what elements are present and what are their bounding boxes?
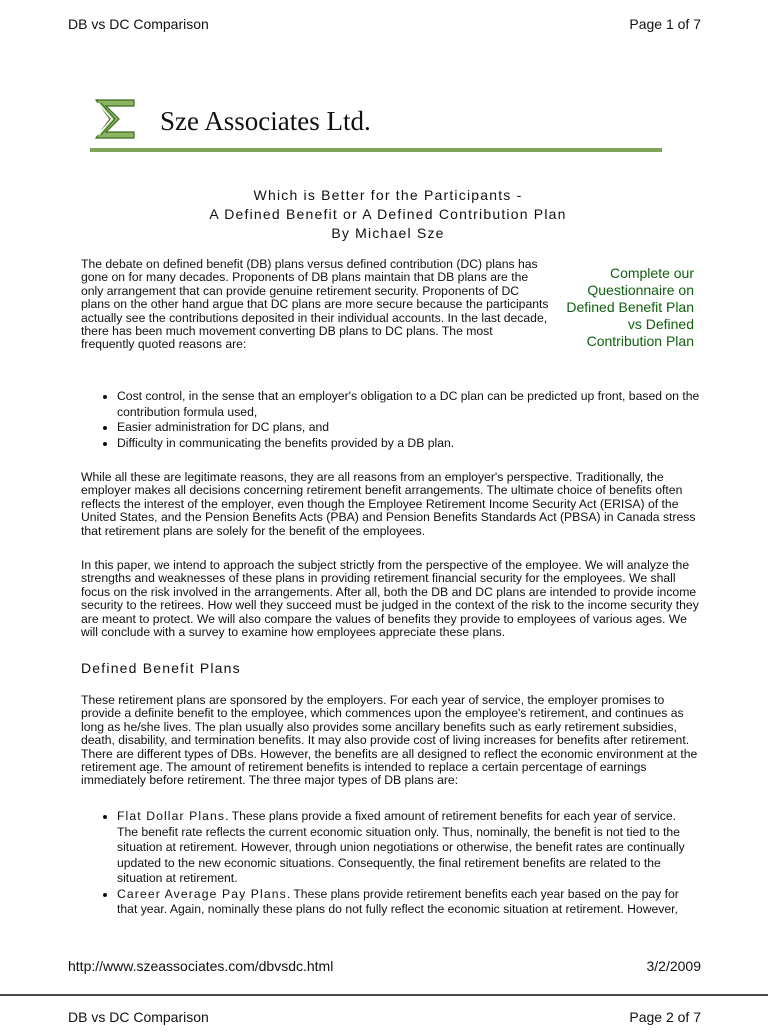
list-item: Cost control, in the sense that an employer's obligation to a DC plan can be predicted up front, based on the contribution formula used, [100,389,700,420]
plan-type-text: . These plans provide retirement benefits each year based on the pay for that year. Again, nominally these plans do not fully reflect the economic situation at retirement. However, [117,886,679,916]
footer-url[interactable]: http://www.szeassociates.com/dbvsdc.html [68,958,334,974]
plan-types-list [100,809,700,918]
list-item [100,809,700,887]
reasons-list [100,389,700,451]
page-header-title: DB vs DC Comparison [68,16,209,32]
intro-paragraph: The debate on defined benefit (DB) plans versus defined contribution (DC) plans has gone on for many decades. Proponents of DB plans maintain that DB plans are the only arrangement that can provide genuine retirement security. Proponents of DC plans on the other hand argue that DC plans are more secure because the participants actually see the contributions deposited in their individual accounts. In the last decade, there has been much movement converting DB plans to DC plans. The most frequently quoted reasons are: [81,257,549,352]
page-header-title: DB vs DC Comparison [68,1009,209,1025]
paragraph-db-plans: These retirement plans are sponsored by the employers. For each year of service, the employer promises to provide a definite benefit to the employee, which commences upon the employee's retirement, and continues as long as he/she lives. The plan usually also provides some ancillary benefits such as early retirement subsidies, death, disability, and termination benefits. It may also provide cost of living increases for benefits after retirement. There are different types of DBs. However, the benefits are all designed to reflect the economic environment at the retirement age. The amount of retirement benefits is intended to replace a certain percentage of earnings immediately before retirement. The three major types of DB plans are: [81,693,698,788]
list-item [100,887,700,918]
paragraph-employee-perspective: In this paper, we intend to approach the subject strictly from the perspective of the employee. We will analyze the strengths and weaknesses of these plans in providing retirement financial security for the employees. We shall focus on the risk involved in the arrangements. After all, both the DB and DC plans are intended to provide income security to the retirees. How well they succeed must be judged in the context of the risk to the income security they are meant to protect. We will also compare the values of benefits they provide to employees of various ages. We will conclude with a survey to examine how employees appreciate these plans. [81,558,699,640]
company-name: Sze Associates Ltd. [160,106,371,136]
pdf-page-2 [0,996,768,1036]
header-divider [90,148,662,152]
paragraph-employer-perspective: While all these are legitimate reasons, they are all reasons from an employer's perspective. Traditionally, the employer makes all decisions concerning retirement benefit arrangements. The ultimate choice of benefits often reflects the interest of the employer, even though the Employee Retirement Income Security Act (ERISA) of the United States, and the Pension Benefits Acts (PBA) and Pension Benefits Standards Act (PBSA) in Canada stress that retirement plans are solely for the benefit of the employees. [81,470,696,538]
page-number: Page 1 of 7 [629,16,701,32]
footer-date: 3/2/2009 [646,958,701,974]
plan-type-term: Flat Dollar Plans [117,809,226,823]
page-number: Page 2 of 7 [629,1009,701,1025]
plan-type-text: . These plans provide a fixed amount of retirement benefits for each year of service. The benefit rate reflects the current economic situation only. Thus, nominally, the benefit is not tied to the situation at retirement. However, through union negotiations or otherwise, the benefit rates are continually updated to the new economic situations. Consequently, the final retirement benefits are related to the situation at retirement. [117,809,685,885]
list-item: Difficulty in communicating the benefits provided by a DB plan. [100,436,700,452]
plan-type-term: Career Average Pay Plans [117,886,287,901]
byline: By Michael Sze [331,225,445,241]
questionnaire-link[interactable]: Complete our Questionnaire on Defined Benefit Plan vs Defined Contribution Plan [566,265,694,349]
section-heading: Defined Benefit Plans [81,660,241,676]
article-title [90,186,686,243]
sigma-logo-icon [92,96,138,142]
title-line-2: A Defined Benefit or A Defined Contribution Plan [209,206,567,222]
list-item: Easier administration for DC plans, and [100,420,700,436]
title-line-1: Which is Better for the Participants - [253,187,523,203]
